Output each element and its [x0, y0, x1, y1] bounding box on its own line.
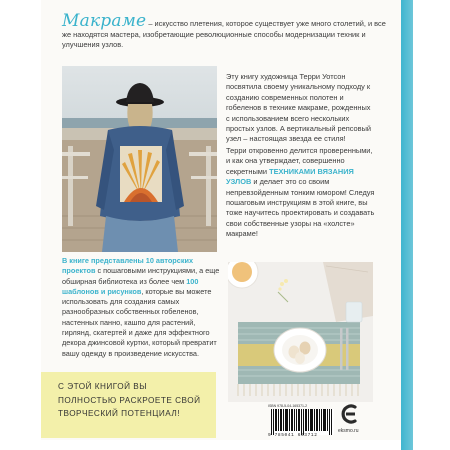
promo-text: С ЭТОЙ КНИГОЙ ВЫ ПОЛНОСТЬЮ РАСКРОЕТЕ СВОЙ ТВОРЧЕСКИЙ ПОТЕНЦИАЛ!	[58, 382, 201, 418]
publisher-name: eksmo.ru	[338, 428, 359, 434]
techniques-text-2: и делает это со своим непревзойденным тонким юмором! Следуя пошаговым инструкциям в этой книге, вы тоже научитесь проектировать и создавать свои собственные узоры на «холсте» макраме!	[226, 177, 375, 239]
photo-denim-jacket	[62, 66, 217, 252]
macrame-script-title: Макраме	[62, 11, 147, 31]
isbn-label: ISBN 978-5-04-165371-2	[268, 404, 308, 408]
eksmo-logo-icon	[340, 403, 360, 425]
projects-highlight-2: 100 шаблонов и рисунков	[62, 276, 199, 296]
barcode-number: 9 785041 653712	[268, 433, 318, 438]
techniques-text-1: Терри откровенно делится проверенными, и как она утверждает, совершенно секретными	[226, 146, 373, 176]
cover-bottom-edge	[41, 440, 401, 450]
techniques-highlight: ТЕХНИКАМИ ВЯЗАНИЯ УЗЛОВ	[226, 166, 354, 187]
description-paragraph: Эту книгу художница Терри Уотсон посвятила своему уникальному подходу к созданию современных полотен и гобеленов в технике макраме, рожденных с использованием всего нескольких простых узлов. А вертикальный репсовый узел – настоящая звезда ее стиля!	[226, 72, 372, 144]
intro-paragraph	[62, 11, 392, 51]
projects-text-1: В книге представлены	[62, 256, 146, 265]
author-techniques-paragraph	[226, 146, 376, 240]
projects-text-3: , которые вы можете использовать для создания самых разнообразных собственных гобеленов, настенных панно, кашпо для растений, гирлянд, скатертей и даже для эффектного декора джинсовой куртки, который превратит вашу одежду в произведение искусства.	[62, 286, 217, 358]
projects-highlight-1: 10 авторских проектов	[62, 256, 194, 276]
book-spine	[401, 0, 413, 450]
projects-text-2: с пошаговыми инструкциями, а еще обширная библиотека из более чем	[62, 266, 220, 286]
photo-macrame-placemat	[228, 262, 373, 402]
barcode-icon	[270, 409, 334, 435]
intro-text: – искусство плетения, которое существует уже много столетий, и все же находятся мастера, изобретающие революционные способы модернизации техник и улучшения узлов.	[62, 19, 386, 50]
projects-paragraph	[62, 256, 222, 359]
